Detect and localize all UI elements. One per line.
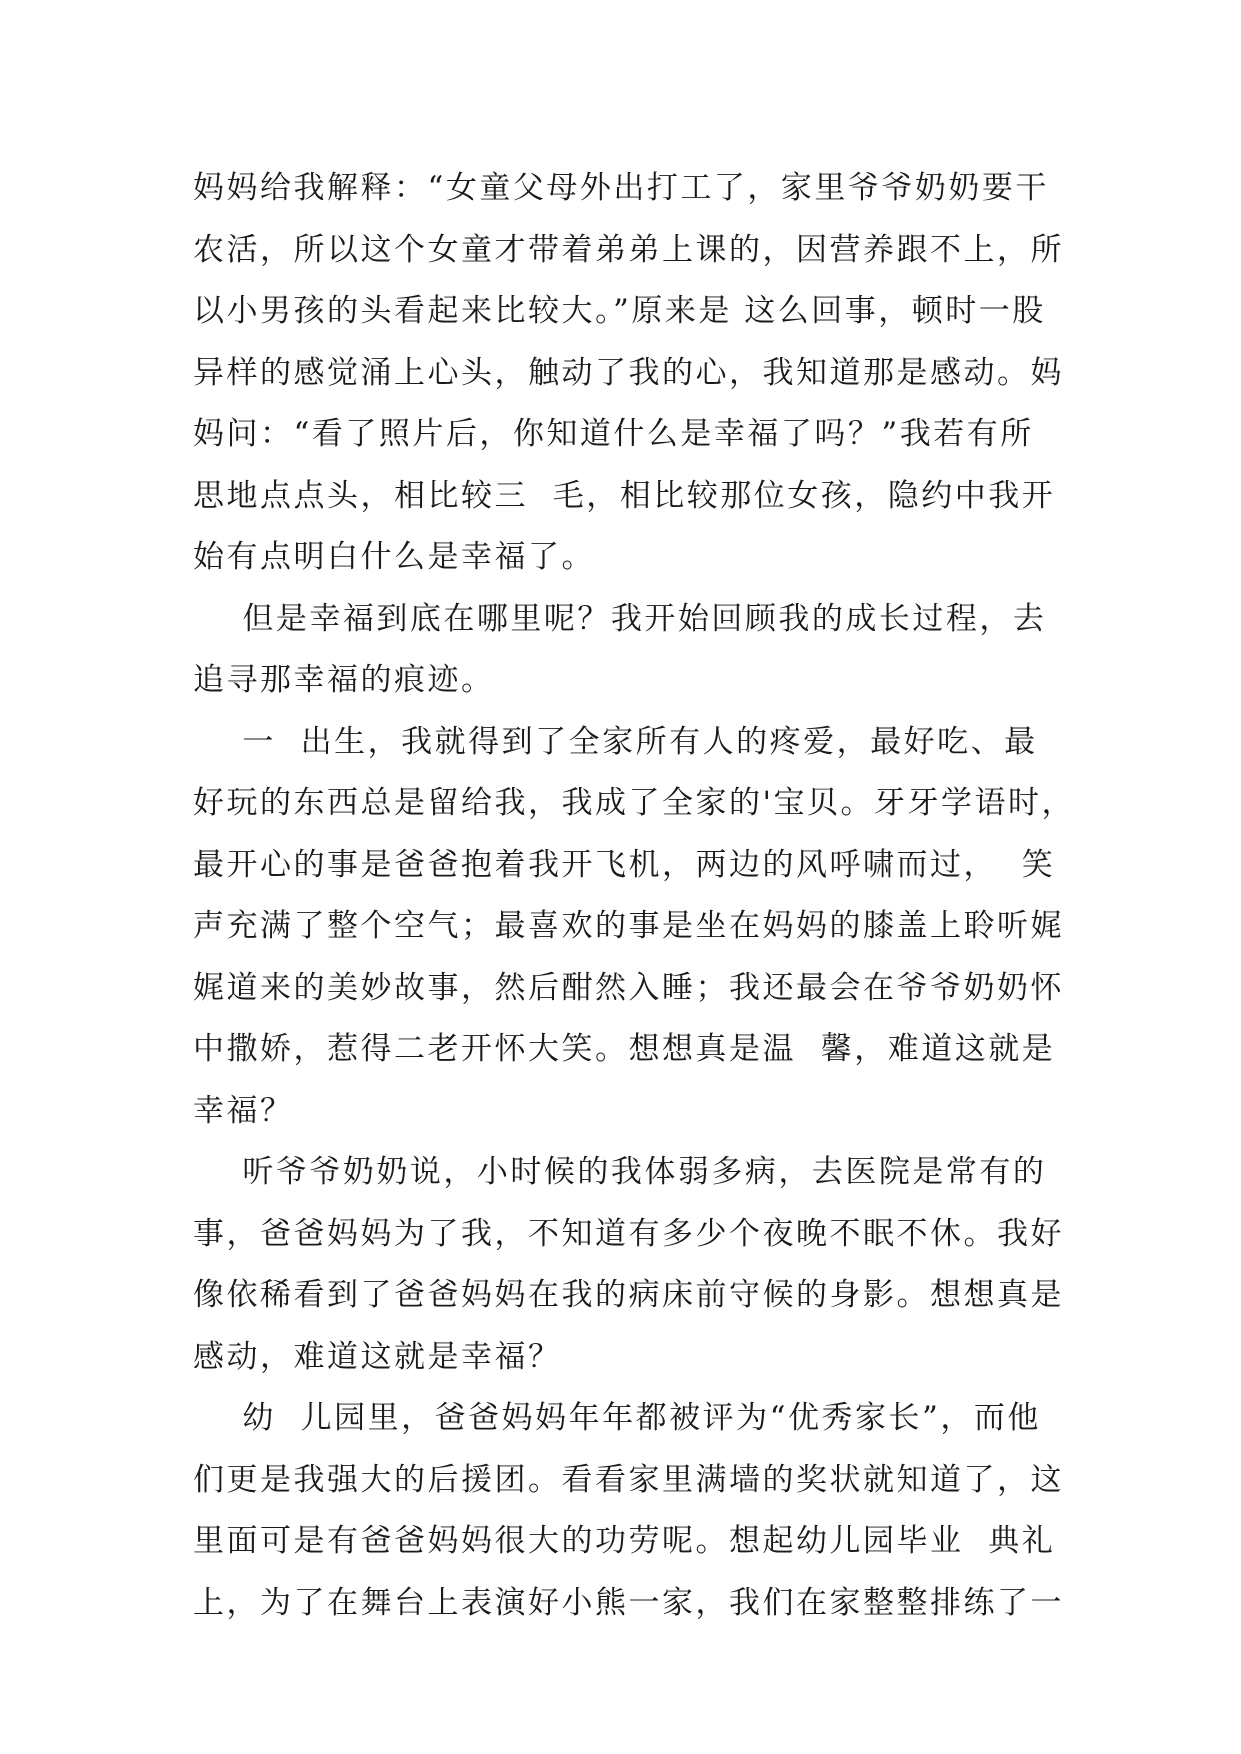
text-line: 但是幸福到底在哪里呢？我开始回顾我的成长过程，去 — [193, 600, 1047, 637]
text-line: 以小男孩的头看起来比较大。”原来是 这么回事，顿时一股 — [193, 293, 1046, 329]
text-line: 中撒娇，惹得二老开怀大笑。想想真是温 馨，难道这就是 — [193, 1031, 1056, 1067]
text-line: 始有点明白什么是幸福了。 — [193, 539, 595, 575]
text-line: 们更是我强大的后援团。看看家里满墙的奖状就知道了，这 — [193, 1461, 1064, 1498]
text-line: 上，为了在舞台上表演好小熊一家，我们在家整整排练了一 — [193, 1584, 1064, 1621]
text-line: 事，爸爸妈妈为了我，不知道有多少个夜晚不眠不休。我好 — [193, 1215, 1064, 1252]
text-line: 妈妈给我解释：“女童父母外出打工了，家里爷爷奶奶要干 — [193, 170, 1049, 206]
text-line: 娓道来的美妙故事，然后酣然入睡；我还最会在爷爷奶奶怀 — [193, 969, 1064, 1006]
text-line: 一 出生，我就得到了全家所有人的疼爱，最好吃、最 — [193, 723, 1038, 760]
text-line: 好玩的东西总是留给我，我成了全家的'宝贝。牙牙学语时， — [193, 785, 1076, 821]
text-line: 思地点点头，相比较三 毛，相比较那位女孩，隐约中我开 — [193, 477, 1056, 514]
text-line: 追寻那幸福的痕迹。 — [193, 662, 495, 698]
text-line: 幸福？ — [193, 1092, 294, 1129]
text-line: 妈问：“看了照片后，你知道什么是幸福了吗？”我若有所 — [193, 416, 1034, 452]
text-line: 感动，难道这就是幸福？ — [193, 1338, 562, 1375]
text-line: 农活，所以这个女童才带着弟弟上课的，因营养跟不上，所 — [193, 231, 1064, 268]
text-line: 里面可是有爸爸妈妈很大的功劳呢。想起幼儿园毕业 典礼 — [193, 1523, 1056, 1559]
text-line: 声充满了整个空气；最喜欢的事是坐在妈妈的膝盖上聆听娓 — [193, 908, 1064, 944]
text-line: 听爷爷奶奶说，小时候的我体弱多病，去医院是常有的 — [193, 1154, 1047, 1190]
body-text — [193, 158, 1093, 1634]
text-line: 异样的感觉涌上心头，触动了我的心，我知道那是感动。妈 — [193, 354, 1064, 391]
text-line: 幼 儿园里，爸爸妈妈年年都被评为“优秀家长”，而他 — [193, 1400, 1041, 1436]
text-line: 最开心的事是爸爸抱着我开飞机，两边的风呼啸而过， 笑 — [193, 846, 1056, 883]
text-line: 像依稀看到了爸爸妈妈在我的病床前守候的身影。想想真是 — [193, 1277, 1064, 1313]
